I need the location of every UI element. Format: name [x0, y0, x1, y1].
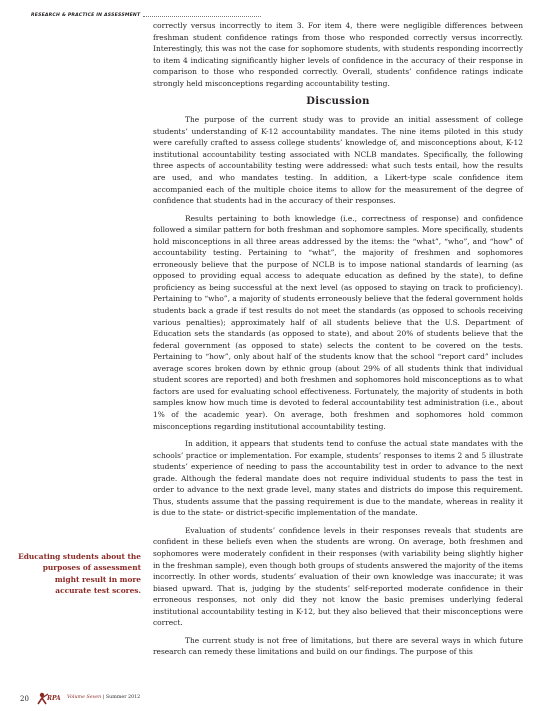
paragraph-results: Results pertaining to both knowledge (i.e., correctness of response) and confidence followed a similar pattern for both freshman and sophomore samples. More specifically, students hold misconceptions in all three areas addressed by the items: the “what”, “who”, and “how” of accountability testing. Pertaining to “what”, the majority of freshmen and sophomores erroneously believe that the purpose of NCLB is to impose national standards of learning (as opposed to providing equal access to adequate education as defined by the state), to define proficiency as being successful at the next level (as opposed to staying on track to proficiency). Pertaining to “who”, a majority of students erroneously believe that the federal government holds students back a grade if test results do not meet the standards (as opposed to schools receiving various penalties); approximately half of all students believe that the U.S. Department of Education sets the standards (as opposed to state), and about 20% of students believe that the federal government (as opposed to state) selects the content to be covered on the tests. Pertaining to “how”, only about half of the students know that the school “report card” includes average scores broken down by ethnic group (about 29% of all students think that individual student scores are reported) and both freshmen and sophomores hold misconceptions as to what factors are used for evaluating school effectiveness. Fortunately, the majority of students in both samples know how much time is devoted to federal accountability test administration (i.e., about 1% of the academic year). On average, both freshmen and sophomores hold common misconceptions regarding institutional accountability testing. — [153, 213, 523, 431]
paragraph-confusion: In addition, it appears that students tend to confuse the actual state mandates with the schools’ practice or implementation. For example, students’ responses to items 2 and 5 illustrate students’ experience of needing to pass the accountability test in order to advance to the next grade. Although the federal mandate does not require individual students to pass the test in order to advance to the next grade level, many states and districts do impose this requirement. Thus, students assume that the passing requirement is due to the mandate, whereas in reality it is due to the state- or district-specific implementation of the mandate. — [153, 439, 523, 518]
issue-info — [67, 695, 140, 700]
page-footer — [20, 695, 220, 707]
rpa-logo-text: RPA — [47, 695, 61, 702]
paragraph-purpose: The purpose of the current study was to provide an initial assessment of college students’ understanding of K-12 accountability mandates. The nine items piloted in this study were carefully crafted to assess college students’ knowledge of, and misconceptions about, K-12 institutional accountability testing associated with NCLB mandates. Specifically, the following three aspects of accountability testing were addressed: what such tests entail, how the results are used, and who mandates testing. In addition, a Likert-type scale confidence item accompanied each of the multiple choice items to allow for the measurement of the degree of confidence that students had in the accuracy of their responses. — [153, 115, 523, 206]
running-head-title: RESEARCH & PRACTICE IN ASSESSMENT — [31, 13, 141, 18]
paragraph-intro: correctly versus incorrectly to item 3. For item 4, there were negligible differences between freshman student confidence ratings from those who responded correctly versus incorrectly. Interestingly, this was not the case for sophomore students, with students responding incorrectly to item 4 indicating significantly higher levels of confidence in the accuracy of their response in comparison to those who responded correctly. Overall, students’ confidence ratings indicate strongly held misconceptions regarding accountability testing. — [153, 21, 523, 88]
page-number: 20 — [20, 695, 29, 703]
article-body — [153, 20, 523, 658]
running-head-dotted-rule — [143, 16, 261, 17]
pull-quote: Educating students about the purposes of assessment might result in more accurate test scores. — [18, 552, 141, 595]
issue-separator: | — [101, 695, 106, 700]
volume-label: Volume Seven — [67, 695, 102, 700]
paragraph-confidence: Evaluation of students’ confidence levels in their responses reveals that students are confident in these beliefs even when the students are wrong. On average, both freshmen and sophomores were moderately confident in their responses (with variability being slightly higher in the freshman sample), even though both groups of students answered the majority of the items incorrectly. In other words, students’ evaluation of their own knowledge was inaccurate; it was biased upward. That is, judging by the students’ self-reported moderate confidence in their erroneous responses, not only did they not know the basic premises underlying federal institutional accountability testing in K-12, but they also believed that their misconceptions were correct. — [153, 525, 523, 628]
season-label: Summer 2012 — [105, 695, 141, 700]
section-heading-discussion: Discussion — [306, 96, 370, 108]
paragraph-limitations: The current study is not free of limitations, but there are several ways in which future research can remedy these limitations and build on our findings. The purpose of this — [153, 635, 523, 657]
